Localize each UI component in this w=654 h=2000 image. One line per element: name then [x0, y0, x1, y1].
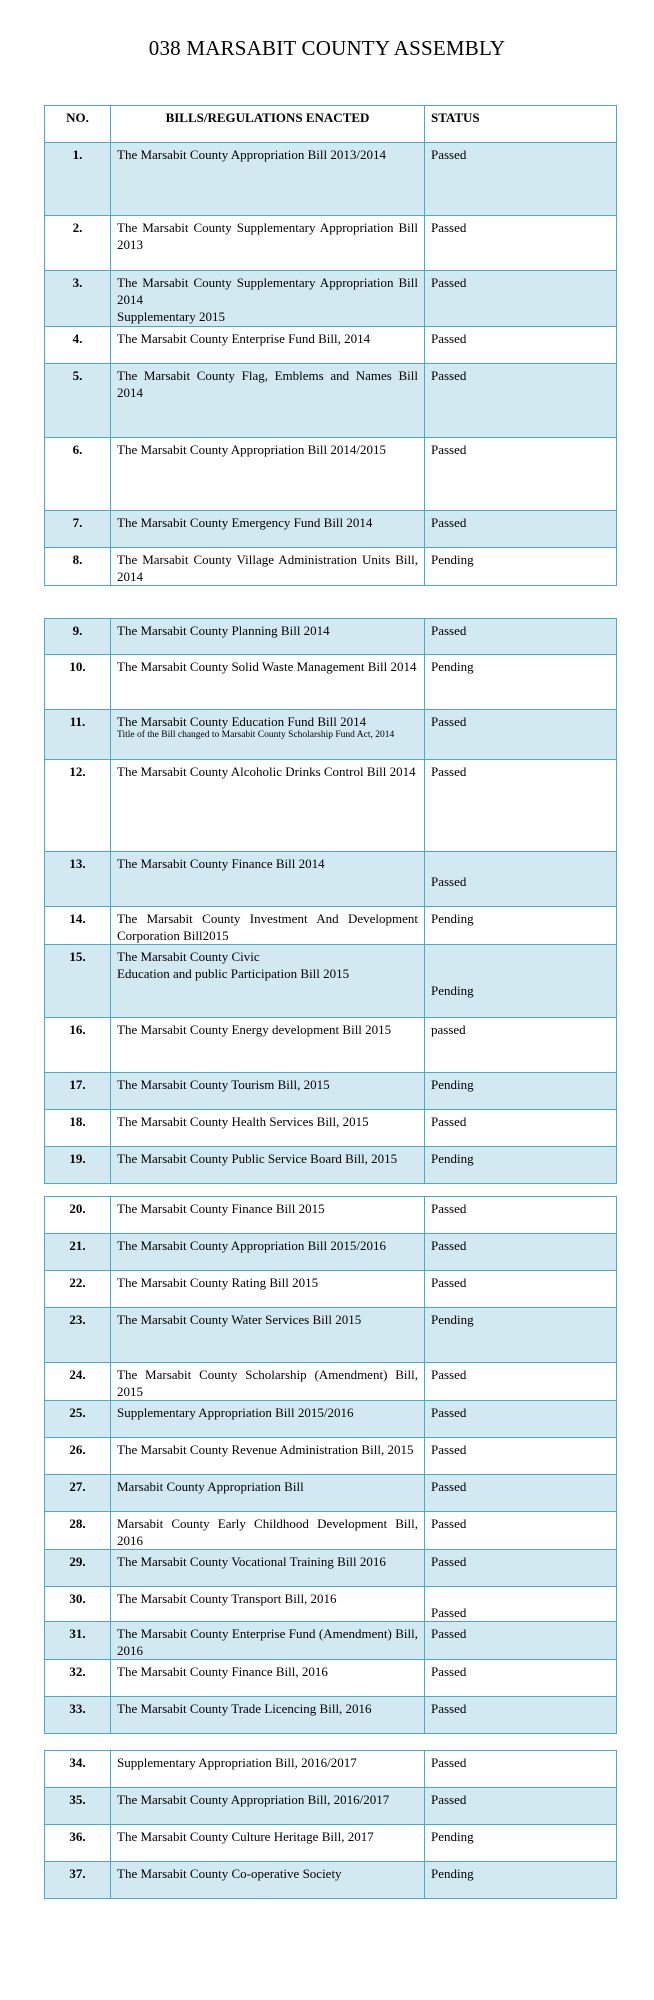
bill-name: Marsabit County Appropriation Bill: [111, 1475, 425, 1512]
bill-status: Pending: [425, 548, 617, 586]
bill-name: The Marsabit County Appropriation Bill 2015/2016: [111, 1234, 425, 1271]
row-number: 36.: [45, 1825, 111, 1862]
bill-name: The Marsabit County Appropriation Bill 2013/2014: [111, 143, 425, 216]
row-number: 25.: [45, 1401, 111, 1438]
row-number: 31.: [45, 1622, 111, 1660]
table-row: [45, 327, 617, 364]
row-number: 37.: [45, 1862, 111, 1899]
table-row: [45, 1271, 617, 1308]
table-row: [45, 1660, 617, 1697]
row-number: 27.: [45, 1475, 111, 1512]
header-no: NO.: [45, 106, 111, 143]
row-number: 34.: [45, 1751, 111, 1788]
bill-name: The Marsabit County Water Services Bill 2015: [111, 1308, 425, 1363]
bill-status: Passed: [425, 143, 617, 216]
bill-name-extra: Education and public Participation Bill 2015: [117, 966, 350, 981]
bill-status: Passed: [425, 1512, 617, 1550]
table-row: [45, 1550, 617, 1587]
bill-name: The Marsabit County Tourism Bill, 2015: [111, 1073, 425, 1110]
row-number: 19.: [45, 1147, 111, 1184]
bill-status: Passed: [425, 327, 617, 364]
table-row: [45, 1788, 617, 1825]
bill-name: The Marsabit County Education Fund Bill 2014: [117, 714, 367, 729]
table-row: [45, 1197, 617, 1234]
row-number: 23.: [45, 1308, 111, 1363]
row-number: 29.: [45, 1550, 111, 1587]
table-row: [45, 1234, 617, 1271]
row-number: 17.: [45, 1073, 111, 1110]
bill-name: The Marsabit County Supplementary Appropriation Bill 2014: [117, 275, 418, 307]
table-row: [45, 945, 617, 1018]
bill-status: Passed: [425, 1197, 617, 1234]
table-row: [45, 1073, 617, 1110]
bill-status-cell: [425, 1587, 617, 1622]
table-row: [45, 619, 617, 655]
row-number: 16.: [45, 1018, 111, 1073]
bill-name: The Marsabit County Culture Heritage Bill, 2017: [111, 1825, 425, 1862]
bill-status: Passed: [425, 1788, 617, 1825]
bill-status: Passed: [425, 619, 617, 655]
bill-status: Passed: [425, 1401, 617, 1438]
bill-name: The Marsabit County Vocational Training Bill 2016: [111, 1550, 425, 1587]
bill-status: Passed: [425, 1110, 617, 1147]
row-number: 22.: [45, 1271, 111, 1308]
bill-status: Pending: [425, 1073, 617, 1110]
table-row: [45, 1475, 617, 1512]
row-number: 15.: [45, 945, 111, 1018]
table-row: [45, 548, 617, 586]
row-number: 32.: [45, 1660, 111, 1697]
bill-status-cell: [425, 945, 617, 1018]
bill-status: Passed: [425, 1550, 617, 1587]
bill-status: Passed: [425, 1622, 617, 1660]
table-row: [45, 1825, 617, 1862]
bill-name-extra: Supplementary 2015: [117, 309, 225, 324]
bill-status: Passed: [425, 710, 617, 760]
bill-status: Passed: [425, 760, 617, 852]
bill-status: Pending: [425, 1825, 617, 1862]
table-row: [45, 1308, 617, 1363]
row-number: 13.: [45, 852, 111, 907]
bill-name: Supplementary Appropriation Bill, 2016/2017: [111, 1751, 425, 1788]
bill-status: Passed: [425, 438, 617, 511]
bill-status: passed: [425, 1018, 617, 1073]
bill-status: Passed: [425, 1475, 617, 1512]
table-row: [45, 1751, 617, 1788]
bill-status: Pending: [425, 1862, 617, 1899]
bill-status: Passed: [425, 1234, 617, 1271]
bill-name: Marsabit County Early Childhood Development Bill, 2016: [111, 1512, 425, 1550]
bill-name: The Marsabit County Alcoholic Drinks Control Bill 2014: [111, 760, 425, 852]
row-number: 14.: [45, 907, 111, 945]
table-row: [45, 1401, 617, 1438]
bill-name: The Marsabit County Flag, Emblems and Names Bill 2014: [111, 364, 425, 438]
table-row: [45, 1622, 617, 1660]
table-row: [45, 1110, 617, 1147]
table-row: [45, 1512, 617, 1550]
bills-table-part-1: [44, 105, 617, 586]
row-number: 24.: [45, 1363, 111, 1401]
bill-status: Passed: [425, 1271, 617, 1308]
row-number: 12.: [45, 760, 111, 852]
table-row: [45, 1438, 617, 1475]
table-row: [45, 438, 617, 511]
row-number: 1.: [45, 143, 111, 216]
bill-name: Supplementary Appropriation Bill 2015/2016: [111, 1401, 425, 1438]
table-row: [45, 143, 617, 216]
row-number: 4.: [45, 327, 111, 364]
bill-status: Passed: [425, 511, 617, 548]
bill-name: The Marsabit County Supplementary Appropriation Bill 2013: [111, 216, 425, 271]
bill-name: The Marsabit County Co-operative Society: [111, 1862, 425, 1899]
table-row: [45, 760, 617, 852]
row-number: 8.: [45, 548, 111, 586]
bill-name: The Marsabit County Village Administration Units Bill, 2014: [111, 548, 425, 586]
bill-status: Passed: [425, 1697, 617, 1734]
table-row: [45, 511, 617, 548]
page-title: 038 MARSABIT COUNTY ASSEMBLY: [148, 36, 506, 60]
table-row: [45, 216, 617, 271]
bill-name: The Marsabit County Solid Waste Management Bill 2014: [111, 655, 425, 710]
row-number: 5.: [45, 364, 111, 438]
row-number: 2.: [45, 216, 111, 271]
bills-table-part-4: [44, 1750, 617, 1899]
bill-status: Passed: [425, 1751, 617, 1788]
bill-name: The Marsabit County Civic: [117, 949, 260, 964]
table-row: [45, 1363, 617, 1401]
table-header-row: [45, 106, 617, 143]
bill-name: The Marsabit County Finance Bill, 2016: [111, 1660, 425, 1697]
bill-status: Passed: [425, 1660, 617, 1697]
bill-name: The Marsabit County Revenue Administration Bill, 2015: [111, 1438, 425, 1475]
table-row: [45, 1147, 617, 1184]
table-row: [45, 1862, 617, 1899]
bill-name: The Marsabit County Energy development Bill 2015: [111, 1018, 425, 1073]
row-number: 20.: [45, 1197, 111, 1234]
row-number: 28.: [45, 1512, 111, 1550]
bill-name: The Marsabit County Investment And Development Corporation Bill2015: [111, 907, 425, 945]
header-bill: BILLS/REGULATIONS ENACTED: [111, 106, 425, 143]
bill-status: Pending: [425, 655, 617, 710]
row-number: 21.: [45, 1234, 111, 1271]
row-number: 11.: [45, 710, 111, 760]
bill-name: The Marsabit County Appropriation Bill, 2016/2017: [111, 1788, 425, 1825]
bill-status: Passed: [425, 1438, 617, 1475]
bills-table-part-2: [44, 618, 617, 1184]
bill-note: Title of the Bill changed to Marsabit County Scholarship Fund Act, 2014: [117, 730, 395, 740]
row-number: 3.: [45, 271, 111, 327]
bill-status: Passed: [425, 364, 617, 438]
row-number: 18.: [45, 1110, 111, 1147]
row-number: 35.: [45, 1788, 111, 1825]
bill-name: The Marsabit County Planning Bill 2014: [111, 619, 425, 655]
bill-status: Passed: [425, 271, 617, 327]
table-row: [45, 1587, 617, 1622]
bill-name: The Marsabit County Rating Bill 2015: [111, 1271, 425, 1308]
bill-cell: [111, 271, 425, 327]
table-row: [45, 907, 617, 945]
table-row: [45, 271, 617, 327]
bill-name: The Marsabit County Trade Licencing Bill, 2016: [111, 1697, 425, 1734]
bill-name: The Marsabit County Transport Bill, 2016: [111, 1587, 425, 1622]
table-row: [45, 710, 617, 760]
bill-name: The Marsabit County Scholarship (Amendment) Bill, 2015: [111, 1363, 425, 1401]
bill-status-cell: [425, 852, 617, 907]
table-row: [45, 1018, 617, 1073]
row-number: 10.: [45, 655, 111, 710]
bill-name: The Marsabit County Emergency Fund Bill 2014: [111, 511, 425, 548]
bill-name: The Marsabit County Public Service Board Bill, 2015: [111, 1147, 425, 1184]
bill-name: The Marsabit County Appropriation Bill 2014/2015: [111, 438, 425, 511]
header-status: STATUS: [425, 106, 617, 143]
row-number: 33.: [45, 1697, 111, 1734]
bill-status: Passed: [431, 874, 467, 889]
bill-status: Passed: [425, 216, 617, 271]
bill-name: The Marsabit County Finance Bill 2014: [111, 852, 425, 907]
bill-status: Passed: [431, 1605, 467, 1620]
table-row: [45, 655, 617, 710]
table-row: [45, 852, 617, 907]
bill-status: Pending: [425, 1308, 617, 1363]
bill-cell: [111, 945, 425, 1018]
row-number: 9.: [45, 619, 111, 655]
row-number: 30.: [45, 1587, 111, 1622]
bill-status: Pending: [425, 907, 617, 945]
table-row: [45, 1697, 617, 1734]
bills-table-part-3: [44, 1196, 617, 1734]
row-number: 6.: [45, 438, 111, 511]
bill-name: The Marsabit County Enterprise Fund Bill, 2014: [111, 327, 425, 364]
bill-status: Pending: [425, 1147, 617, 1184]
bill-cell: [111, 710, 425, 760]
row-number: 7.: [45, 511, 111, 548]
bill-status: Pending: [431, 983, 474, 998]
bill-name: The Marsabit County Enterprise Fund (Amendment) Bill, 2016: [111, 1622, 425, 1660]
bill-name: The Marsabit County Health Services Bill, 2015: [111, 1110, 425, 1147]
table-row: [45, 364, 617, 438]
bill-name: The Marsabit County Finance Bill 2015: [111, 1197, 425, 1234]
bill-status: Passed: [425, 1363, 617, 1401]
row-number: 26.: [45, 1438, 111, 1475]
